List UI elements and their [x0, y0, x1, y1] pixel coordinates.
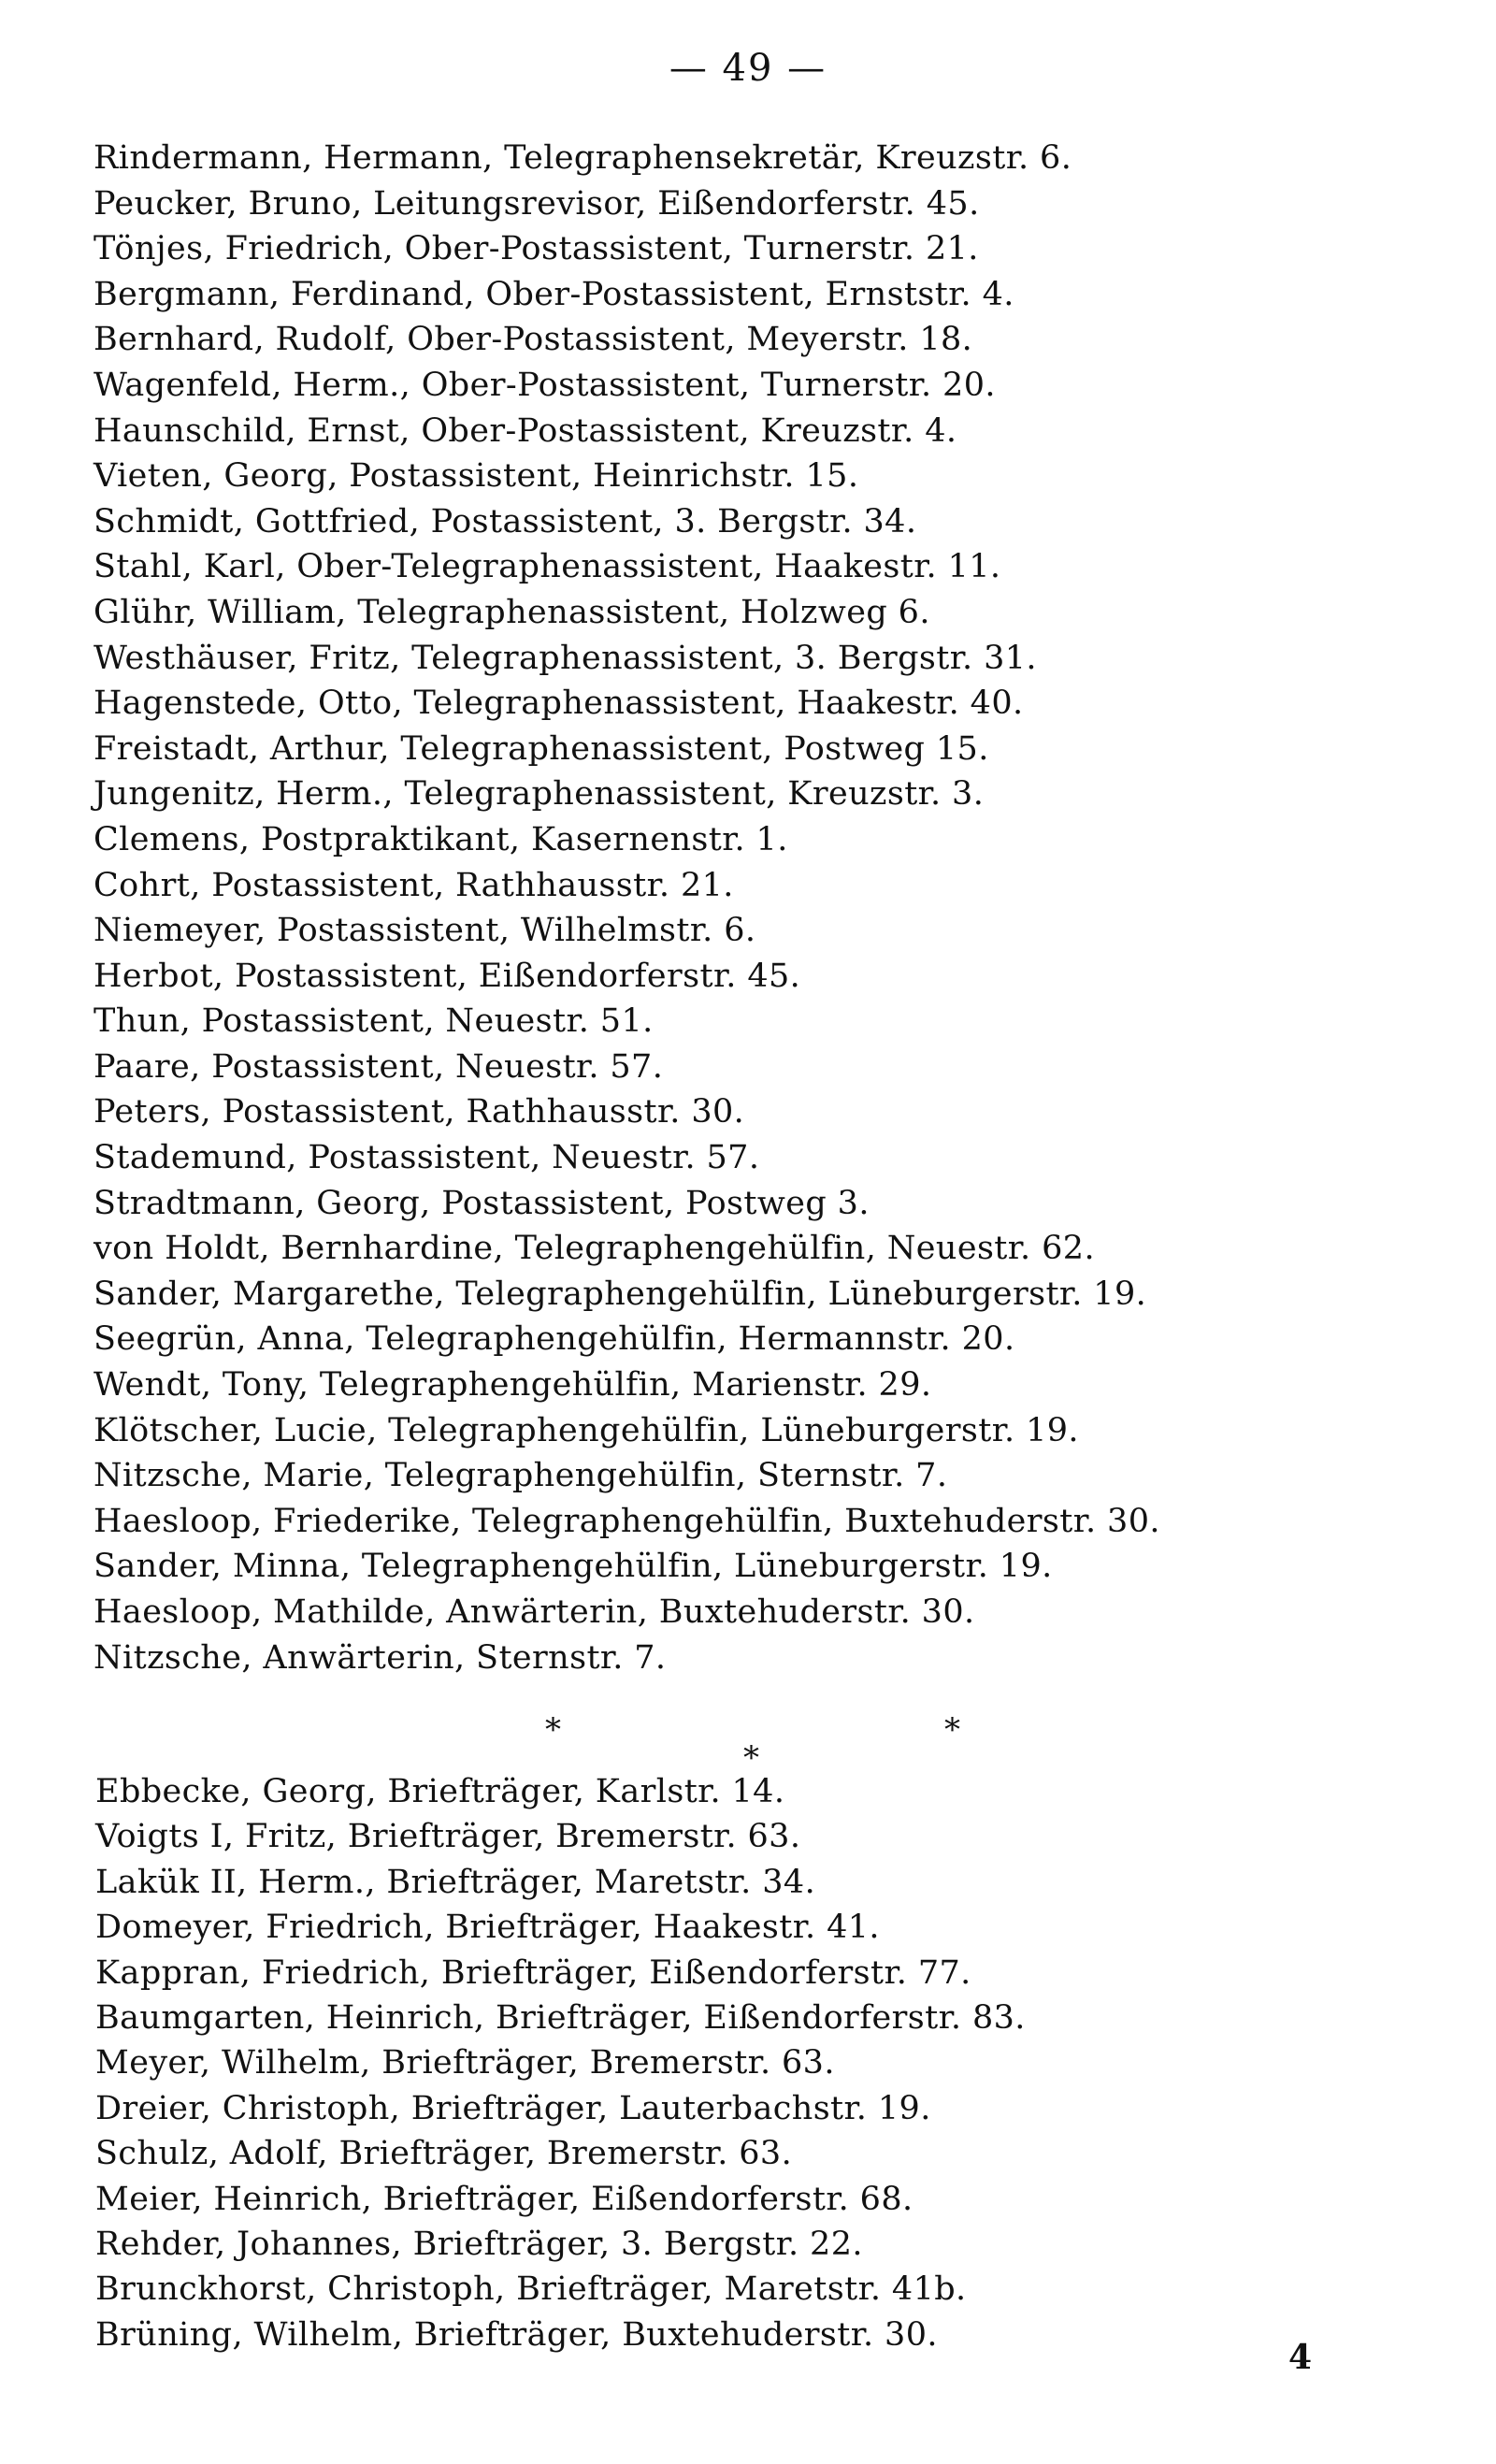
directory-entry: Sander, Minna, Telegraphengehülfin, Lüneburgerstr. 19.: [94, 1548, 1053, 1586]
directory-entry: von Holdt, Bernhardine, Telegraphengehülfin, Neuestr. 62.: [94, 1230, 1095, 1268]
section-separator: [0, 1702, 1496, 1777]
directory-entry: Stahl, Karl, Ober-Telegraphenassistent, Haakestr. 11.: [94, 548, 1001, 586]
directory-entry: Rehder, Johannes, Briefträger, 3. Bergstr. 22.: [95, 2225, 863, 2263]
directory-entry: Peters, Postassistent, Rathhausstr. 30.: [94, 1093, 745, 1131]
directory-entry: Stademund, Postassistent, Neuestr. 57.: [94, 1139, 760, 1177]
directory-entry: Rindermann, Hermann, Telegraphensekretär, Kreuzstr. 6.: [94, 139, 1072, 177]
directory-entry: Peucker, Bruno, Leitungsrevisor, Eißendorferstr. 45.: [94, 184, 980, 223]
directory-entry: Schmidt, Gottfried, Postassistent, 3. Bergstr. 34.: [94, 502, 917, 540]
directory-entry: Sander, Margarethe, Telegraphengehülfin, Lüneburgerstr. 19.: [94, 1275, 1147, 1313]
separator-star: *: [944, 1711, 960, 1749]
directory-entry: Voigts I, Fritz, Briefträger, Bremerstr. 63.: [95, 1818, 801, 1856]
directory-entry: Lakük II, Herm., Briefträger, Maretstr. 34.: [95, 1863, 816, 1901]
directory-entry: Baumgarten, Heinrich, Briefträger, Eißendorferstr. 83.: [95, 1998, 1026, 2037]
directory-entry: Jungenitz, Herm., Telegraphenassistent, Kreuzstr. 3.: [94, 775, 985, 814]
directory-entry: Ebbecke, Georg, Briefträger, Karlstr. 14.: [95, 1773, 785, 1810]
directory-entry: Brunckhorst, Christoph, Briefträger, Maretstr. 41b.: [95, 2270, 967, 2309]
directory-entry: Wendt, Tony, Telegraphengehülfin, Marienstr. 29.: [94, 1366, 932, 1405]
signature-mark: 4: [1288, 2338, 1313, 2377]
separator-star: *: [545, 1711, 561, 1749]
directory-entry: Hagenstede, Otto, Telegraphenassistent, Haakestr. 40.: [94, 684, 1024, 723]
directory-entry: Bernhard, Rudolf, Ober-Postassistent, Meyerstr. 18.: [94, 321, 973, 359]
directory-entry: Meier, Heinrich, Briefträger, Eißendorferstr. 68.: [95, 2180, 913, 2218]
directory-entry: Clemens, Postpraktikant, Kasernenstr. 1.: [94, 820, 788, 858]
directory-entry: Nitzsche, Marie, Telegraphengehülfin, Sternstr. 7.: [94, 1457, 948, 1495]
carrier-entry-list: [95, 1769, 1460, 2357]
directory-entry: Freistadt, Arthur, Telegraphenassistent, Postweg 15.: [94, 729, 989, 768]
directory-entry: Tönjes, Friedrich, Ober-Postassistent, Turnerstr. 21.: [94, 230, 979, 268]
directory-entry: Glühr, William, Telegraphenassistent, Holzweg 6.: [94, 593, 930, 631]
directory-entry: Brüning, Wilhelm, Briefträger, Buxtehuderstr. 30.: [95, 2315, 938, 2354]
directory-entry: Haesloop, Mathilde, Anwärterin, Buxtehuderstr. 30.: [94, 1593, 975, 1631]
directory-entry: Seegrün, Anna, Telegraphengehülfin, Hermannstr. 20.: [94, 1320, 1015, 1359]
directory-entry: Vieten, Georg, Postassistent, Heinrichstr. 15.: [94, 457, 859, 496]
directory-entry: Stradtmann, Georg, Postassistent, Postweg 3.: [94, 1184, 870, 1222]
directory-entry: Domeyer, Friedrich, Briefträger, Haakestr. 41.: [95, 1909, 880, 1947]
directory-entry: Dreier, Christoph, Briefträger, Lauterbachstr. 19.: [95, 2089, 931, 2127]
directory-entry: Meyer, Wilhelm, Briefträger, Bremerstr. 63.: [95, 2044, 835, 2082]
directory-entry: Herbot, Postassistent, Eißendorferstr. 45.: [94, 957, 801, 995]
directory-entry: Wagenfeld, Herm., Ober-Postassistent, Turnerstr. 20.: [94, 366, 996, 404]
directory-entry: Niemeyer, Postassistent, Wilhelmstr. 6.: [94, 912, 756, 950]
directory-entry: Cohrt, Postassistent, Rathhausstr. 21.: [94, 866, 734, 904]
staff-entry-list: [94, 136, 1459, 1680]
directory-entry: Nitzsche, Anwärterin, Sternstr. 7.: [94, 1638, 667, 1677]
directory-entry: Kappran, Friedrich, Briefträger, Eißendorferstr. 77.: [95, 1953, 971, 1992]
directory-entry: Haesloop, Friederike, Telegraphengehülfin, Buxtehuderstr. 30.: [94, 1502, 1160, 1540]
directory-entry: Klötscher, Lucie, Telegraphengehülfin, Lüneburgerstr. 19.: [94, 1411, 1079, 1449]
page-number: — 49 —: [669, 47, 827, 90]
directory-entry: Paare, Postassistent, Neuestr. 57.: [94, 1047, 664, 1086]
directory-entry: Schulz, Adolf, Briefträger, Bremerstr. 63.: [95, 2135, 793, 2173]
directory-entry: Westhäuser, Fritz, Telegraphenassistent, 3. Bergstr. 31.: [94, 639, 1037, 677]
directory-entry: Thun, Postassistent, Neuestr. 51.: [94, 1002, 654, 1041]
directory-entry: Bergmann, Ferdinand, Ober-Postassistent, Ernststr. 4.: [94, 275, 1014, 313]
directory-entry: Haunschild, Ernst, Ober-Postassistent, Kreuzstr. 4.: [94, 411, 957, 450]
separator-star: *: [743, 1739, 759, 1777]
